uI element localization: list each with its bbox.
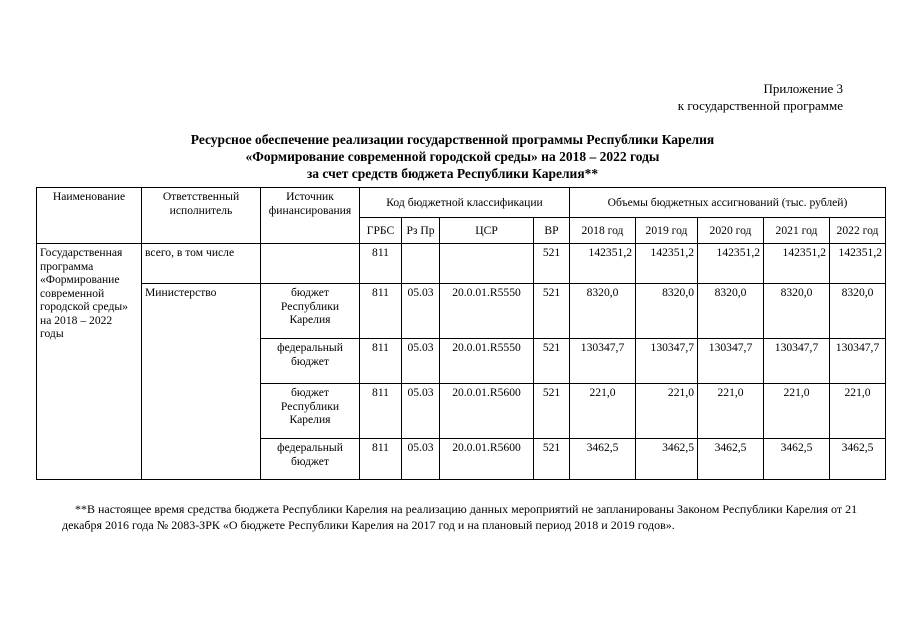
appendix-line-2: к государственной программе [677,98,843,113]
header-budget-code: Код бюджетной классификации [360,188,570,218]
vr-cell: 521 [534,439,570,480]
header-source: Источник финансирования [261,188,360,244]
value-cell: 130347,7 [830,339,886,384]
value-cell: 8320,0 [764,284,830,339]
value-cell: 3462,5 [570,439,636,480]
value-cell: 142351,2 [830,244,886,284]
header-2019: 2019 год [636,218,698,244]
source-cell: бюджет Республики Карелия [261,384,360,439]
value-cell: 130347,7 [698,339,764,384]
rzpr-cell [402,244,440,284]
vr-cell: 521 [534,384,570,439]
grbs-cell: 811 [360,284,402,339]
appendix-line-1: Приложение 3 [763,81,843,96]
value-cell: 8320,0 [830,284,886,339]
source-total [261,244,360,284]
header-row-1 [37,188,886,218]
title-line-1: Ресурсное обеспечение реализации государственной программы Республики Карелия [190,132,715,147]
value-cell: 3462,5 [636,439,698,480]
value-cell: 221,0 [830,384,886,439]
header-grbs: ГРБС [360,218,402,244]
footnote: **В настоящее время средства бюджета Республики Карелия на реализацию данных мероприятий не запланированы Законом Республики Карелия от 21 декабря 2016 года № 2083-ЗРК «О бюджете Республики Карелия на 2017 год и на плановый период 2018 и 2019 годов». [62,502,858,532]
value-cell: 8320,0 [570,284,636,339]
executor-ministry: Министерство [142,284,261,480]
source-cell: бюджет Республики Карелия [261,284,360,339]
header-rzpr: Рз Пр [402,218,440,244]
table-row-total [37,244,886,284]
source-cell: федеральный бюджет [261,439,360,480]
executor-total: всего, в том числе [142,244,261,284]
value-cell: 221,0 [698,384,764,439]
header-2022: 2022 год [830,218,886,244]
appendix-caption [678,80,843,114]
rzpr-cell: 05.03 [402,284,440,339]
title-line-3: за счет средств бюджета Республики Карелия** [306,166,599,181]
value-cell: 221,0 [570,384,636,439]
value-cell: 221,0 [636,384,698,439]
title-line-2: «Формирование современной городской среды» на 2018 – 2022 годы [245,149,660,164]
header-csr: ЦСР [440,218,534,244]
csr-cell: 20.0.01.R5600 [440,439,534,480]
csr-cell [440,244,534,284]
header-2018: 2018 год [570,218,636,244]
header-executor: Ответственный исполнитель [142,188,261,244]
csr-cell: 20.0.01.R5550 [440,284,534,339]
rzpr-cell: 05.03 [402,439,440,480]
value-cell: 130347,7 [764,339,830,384]
value-cell: 8320,0 [698,284,764,339]
document-title [0,131,905,182]
grbs-cell: 811 [360,339,402,384]
value-cell: 8320,0 [636,284,698,339]
resource-table [36,187,886,480]
source-cell: федеральный бюджет [261,339,360,384]
vr-cell: 521 [534,339,570,384]
rzpr-cell: 05.03 [402,339,440,384]
grbs-cell: 811 [360,384,402,439]
table-row [37,284,886,339]
value-cell: 3462,5 [764,439,830,480]
value-cell: 221,0 [764,384,830,439]
program-name: Государственная программа «Формирование современной городской среды» на 2018 – 2022 годы [37,244,142,480]
value-cell: 142351,2 [764,244,830,284]
vr-cell: 521 [534,284,570,339]
value-cell: 130347,7 [570,339,636,384]
value-cell: 142351,2 [698,244,764,284]
value-cell: 142351,2 [570,244,636,284]
value-cell: 3462,5 [830,439,886,480]
header-name: Наименование [37,188,142,244]
grbs-cell: 811 [360,244,402,284]
header-2021: 2021 год [764,218,830,244]
header-2020: 2020 год [698,218,764,244]
value-cell: 130347,7 [636,339,698,384]
csr-cell: 20.0.01.R5550 [440,339,534,384]
value-cell: 3462,5 [698,439,764,480]
header-volumes: Объемы бюджетных ассигнований (тыс. рублей) [570,188,886,218]
value-cell: 142351,2 [636,244,698,284]
rzpr-cell: 05.03 [402,384,440,439]
grbs-cell: 811 [360,439,402,480]
csr-cell: 20.0.01.R5600 [440,384,534,439]
header-vr: ВР [534,218,570,244]
vr-cell: 521 [534,244,570,284]
